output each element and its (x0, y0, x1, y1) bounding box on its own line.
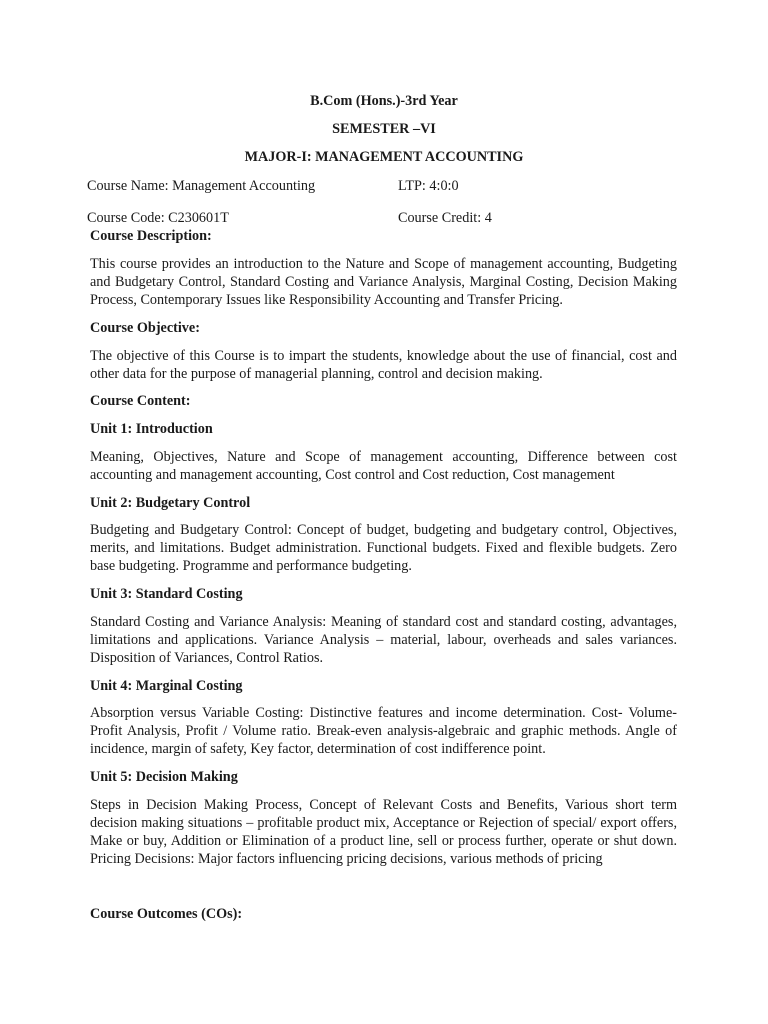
unit-2-text: Budgeting and Budgetary Control: Concept of budget, budgeting and budgetary control, Objectives, merits, and limitations. Budget administration. Functional budgets. Fixed and flexible budgets. Zero base budgeting. Programme and performance budgeting. (90, 522, 677, 574)
objective-heading: Course Objective: (90, 320, 200, 336)
course-name: Course Name: Management Accounting (87, 178, 316, 194)
unit-4-title: Unit 4: Marginal Costing (90, 678, 243, 694)
program-title: B.Com (Hons.)-3rd Year (310, 93, 458, 109)
description-text: This course provides an introduction to the Nature and Scope of management accounting, Budgeting and Budgetary Control, Standard Costing and Variance Analysis, Marginal Costing, Decision Making Process, Contemporary Issues like Responsibility Accounting and Transfer Pricing. (90, 256, 677, 308)
major-title: MAJOR-I: MANAGEMENT ACCOUNTING (244, 149, 524, 165)
unit-1-title: Unit 1: Introduction (90, 421, 213, 437)
unit-1-text: Meaning, Objectives, Nature and Scope of management accounting, Difference between cost accounting and management accounting, Cost control and Cost reduction, Cost management (90, 449, 677, 483)
content-heading: Course Content: (90, 393, 191, 409)
description-heading: Course Description: (90, 228, 212, 244)
semester-title: SEMESTER –VI (332, 121, 436, 137)
unit-3-title: Unit 3: Standard Costing (90, 586, 243, 602)
unit-5-title: Unit 5: Decision Making (90, 769, 238, 785)
outcomes-heading: Course Outcomes (COs): (90, 906, 243, 922)
unit-3-text: Standard Costing and Variance Analysis: Meaning of standard cost and standard costing, advantages, limitations and applications. Variance Analysis – material, labour, overheads and sales variances. Disposition of Variances, Control Ratios. (90, 614, 677, 666)
unit-2-title: Unit 2: Budgetary Control (90, 495, 251, 511)
course-ltp: LTP: 4:0:0 (398, 178, 459, 194)
unit-4-text: Absorption versus Variable Costing: Distinctive features and income determination. Cost- Volume-Profit Analysis, Profit / Volume ratio. Break-even analysis-algebraic and graphic methods. Angle of incidence, margin of safety, Key factor, determination of cost indifference point. (90, 705, 677, 757)
course-credit: Course Credit: 4 (398, 210, 492, 226)
course-code: Course Code: C230601T (87, 210, 229, 226)
objective-text: The objective of this Course is to impart the students, knowledge about the use of financial, cost and other data for the purpose of managerial planning, control and decision making. (90, 348, 677, 382)
unit-5-text: Steps in Decision Making Process, Concept of Relevant Costs and Benefits, Various short term decision making situations – profitable product mix, Acceptance or Rejection of special/ export offers, Make or buy, Addition or Elimination of a product line, sell or process further, operate or shut down. Pricing Decisions: Major factors influencing pricing decisions, various methods of pricing (90, 797, 677, 867)
